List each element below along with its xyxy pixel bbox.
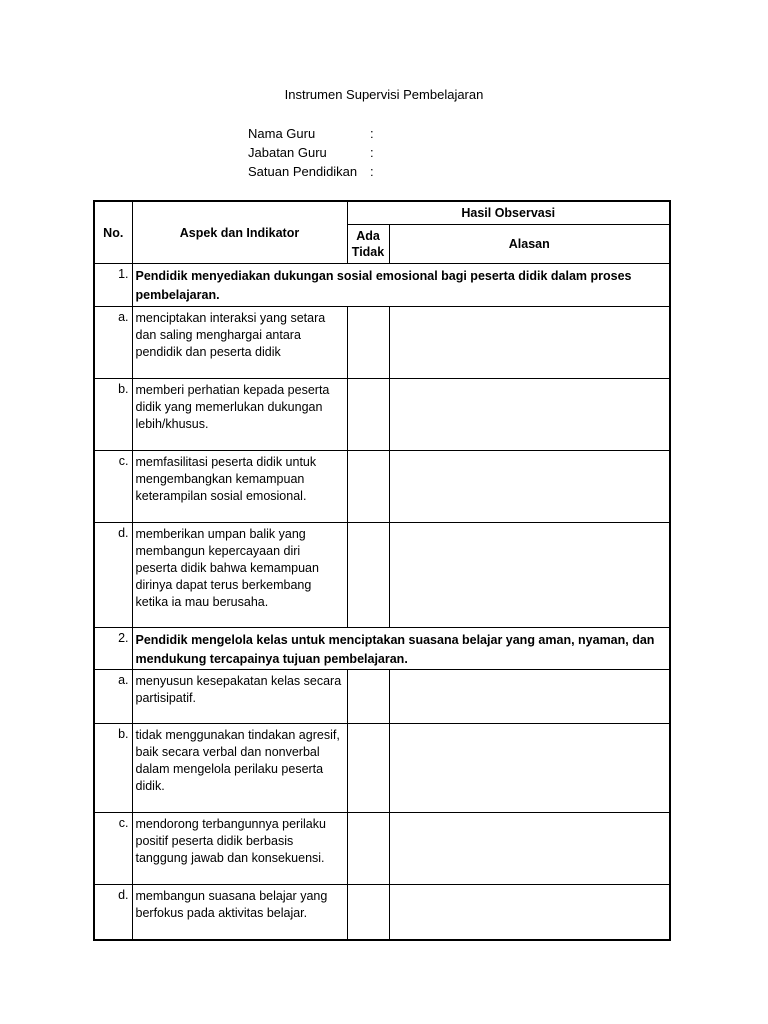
ada-tidak-cell[interactable] xyxy=(347,724,389,813)
indicator-text: memberi perhatian kepada peserta didik yang memerlukan dukungan lebih/khusus. xyxy=(132,379,347,451)
teacher-info xyxy=(248,124,380,181)
indicator-letter: c. xyxy=(94,451,132,523)
section-number: 2. xyxy=(94,628,132,670)
ada-tidak-cell[interactable] xyxy=(347,813,389,885)
teacher-name-label: Nama Guru xyxy=(248,126,316,141)
alasan-cell[interactable] xyxy=(389,379,670,451)
indicator-letter: a. xyxy=(94,670,132,724)
header-ada: Ada xyxy=(356,229,380,243)
teacher-position-colon: : xyxy=(370,145,374,160)
indicator-letter: b. xyxy=(94,724,132,813)
indicator-letter: d. xyxy=(94,885,132,940)
indicator-row xyxy=(94,813,670,885)
observation-table xyxy=(93,200,671,941)
ada-tidak-cell[interactable] xyxy=(347,670,389,724)
section-row xyxy=(94,628,670,670)
teacher-name-colon: : xyxy=(370,126,374,141)
school-unit-label: Satuan Pendidikan xyxy=(248,164,358,179)
alasan-cell[interactable] xyxy=(389,451,670,523)
ada-tidak-cell[interactable] xyxy=(347,523,389,628)
section-row xyxy=(94,264,670,307)
indicator-letter: d. xyxy=(94,523,132,628)
indicator-row xyxy=(94,724,670,813)
alasan-cell[interactable] xyxy=(389,724,670,813)
header-tidak: Tidak xyxy=(351,245,385,259)
school-unit-colon: : xyxy=(370,164,374,179)
alasan-cell[interactable] xyxy=(389,307,670,379)
header-hasil-observasi: Hasil Observasi xyxy=(347,201,670,225)
indicator-text: menyusun kesepakatan kelas secara partisipatif. xyxy=(132,670,347,724)
section-title: Pendidik mengelola kelas untuk menciptakan suasana belajar yang aman, nyaman, dan mendukung tercapainya tujuan pembelajaran. xyxy=(132,628,670,670)
ada-tidak-cell[interactable] xyxy=(347,379,389,451)
indicator-row xyxy=(94,307,670,379)
document-title: Instrumen Supervisi Pembelajaran xyxy=(284,87,484,102)
alasan-cell[interactable] xyxy=(389,813,670,885)
teacher-position-label: Jabatan Guru xyxy=(248,145,327,160)
indicator-text: membangun suasana belajar yang berfokus pada aktivitas belajar. xyxy=(132,885,347,940)
section-number: 1. xyxy=(94,264,132,307)
header-ada-tidak xyxy=(347,225,389,264)
indicator-row xyxy=(94,670,670,724)
teacher-position-row xyxy=(248,143,380,162)
alasan-cell[interactable] xyxy=(389,670,670,724)
indicator-row xyxy=(94,523,670,628)
indicator-row xyxy=(94,379,670,451)
alasan-cell[interactable] xyxy=(389,523,670,628)
indicator-text: memfasilitasi peserta didik untuk mengembangkan kemampuan keterampilan sosial emosional. xyxy=(132,451,347,523)
indicator-row xyxy=(94,885,670,940)
indicator-text: tidak menggunakan tindakan agresif, baik secara verbal dan nonverbal dalam mengelola perilaku peserta didik. xyxy=(132,724,347,813)
indicator-letter: b. xyxy=(94,379,132,451)
indicator-letter: c. xyxy=(94,813,132,885)
section-title: Pendidik menyediakan dukungan sosial emosional bagi peserta didik dalam proses pembelajaran. xyxy=(132,264,670,307)
indicator-text: mendorong terbangunnya perilaku positif peserta didik berbasis tanggung jawab dan konsekuensi. xyxy=(132,813,347,885)
alasan-cell[interactable] xyxy=(389,885,670,940)
header-alasan: Alasan xyxy=(389,225,670,264)
header-no: No. xyxy=(94,201,132,264)
ada-tidak-cell[interactable] xyxy=(347,885,389,940)
indicator-letter: a. xyxy=(94,307,132,379)
header-aspek-indikator: Aspek dan Indikator xyxy=(132,201,347,264)
indicator-text: memberikan umpan balik yang membangun kepercayaan diri peserta didik bahwa kemampuan dirinya dapat terus berkembang ketika ia mau berusaha. xyxy=(132,523,347,628)
indicator-row xyxy=(94,451,670,523)
school-unit-row xyxy=(248,162,380,181)
teacher-name-row xyxy=(248,124,380,143)
indicator-text: menciptakan interaksi yang setara dan saling menghargai antara pendidik dan peserta didik xyxy=(132,307,347,379)
ada-tidak-cell[interactable] xyxy=(347,307,389,379)
ada-tidak-cell[interactable] xyxy=(347,451,389,523)
